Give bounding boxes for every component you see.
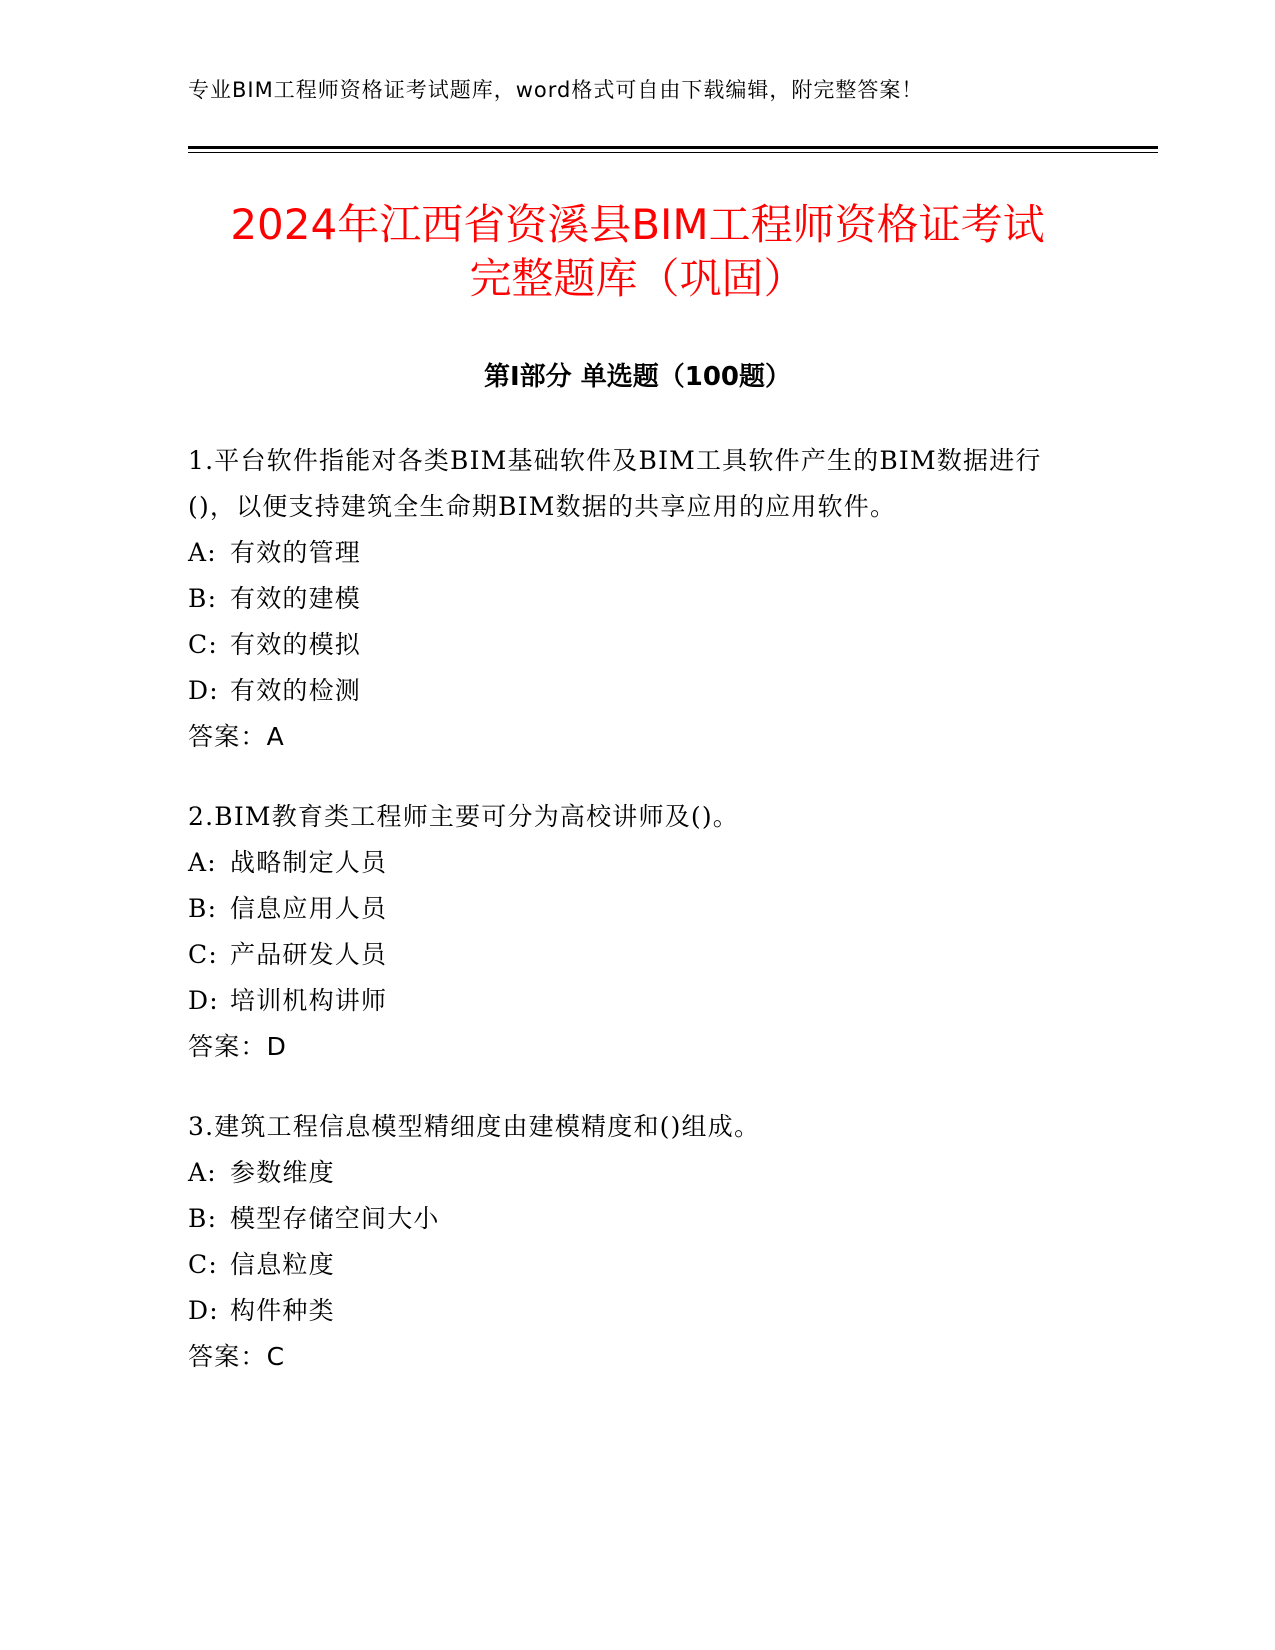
- option-text: 信息应用人员: [230, 894, 388, 923]
- option-key: D:: [188, 676, 219, 705]
- option-key: B:: [188, 894, 218, 923]
- option-c: [188, 1242, 1068, 1288]
- option-c: [188, 932, 1068, 978]
- question-stem: 3.建筑工程信息模型精细度由建模精度和()组成。: [188, 1112, 761, 1141]
- section-title: 第I部分 单选题（100题）: [484, 362, 791, 392]
- header-note: 专业BIM工程师资格证考试题库，word格式可自由下载编辑，附完整答案！: [188, 78, 924, 102]
- answer-line: 答案：D: [188, 1032, 288, 1061]
- option-key: D:: [188, 1296, 219, 1325]
- option-text: 战略制定人员: [230, 848, 388, 877]
- option-text: 参数维度: [230, 1158, 335, 1187]
- header-rule-thick: [188, 146, 1158, 149]
- option-b: [188, 1196, 1068, 1242]
- title-line-2: 完整题库（巩固）: [469, 254, 806, 303]
- option-c: [188, 622, 1068, 668]
- title-line-1: 2024年江西省资溪县BIM工程师资格证考试: [230, 200, 1045, 249]
- option-key: A:: [188, 848, 217, 877]
- option-key: D:: [188, 986, 219, 1015]
- option-d: [188, 1288, 1068, 1334]
- question-2: [188, 794, 1068, 1070]
- document-title: [150, 198, 1125, 306]
- question-list: [188, 438, 1068, 1414]
- option-b: [188, 576, 1068, 622]
- option-text: 模型存储空间大小: [230, 1204, 440, 1233]
- option-a: [188, 530, 1068, 576]
- option-text: 有效的模拟: [230, 630, 362, 659]
- option-b: [188, 886, 1068, 932]
- option-key: B:: [188, 1204, 218, 1233]
- option-text: 培训机构讲师: [230, 986, 388, 1015]
- option-text: 有效的管理: [230, 538, 362, 567]
- option-key: A:: [188, 538, 217, 567]
- option-key: B:: [188, 584, 218, 613]
- answer-line: 答案：C: [188, 1342, 286, 1371]
- question-1: [188, 438, 1068, 760]
- option-d: [188, 978, 1068, 1024]
- option-text: 产品研发人员: [230, 940, 388, 969]
- option-key: C:: [188, 1250, 218, 1279]
- option-key: C:: [188, 940, 218, 969]
- option-key: C:: [188, 630, 218, 659]
- option-key: A:: [188, 1158, 217, 1187]
- answer-line: 答案：A: [188, 722, 285, 751]
- option-a: [188, 840, 1068, 886]
- question-stem: 1.平台软件指能对各类BIM基础软件及BIM工具软件产生的BIM数据进行()，以便支持建筑全生命期BIM数据的共享应用的应用软件。: [188, 446, 1042, 521]
- option-d: [188, 668, 1068, 714]
- question-stem: 2.BIM教育类工程师主要可分为高校讲师及()。: [188, 802, 740, 831]
- option-text: 有效的检测: [230, 676, 362, 705]
- header-rule-thin: [188, 152, 1158, 153]
- question-3: [188, 1104, 1068, 1380]
- option-a: [188, 1150, 1068, 1196]
- option-text: 信息粒度: [230, 1250, 335, 1279]
- option-text: 有效的建模: [230, 584, 362, 613]
- option-text: 构件种类: [230, 1296, 335, 1325]
